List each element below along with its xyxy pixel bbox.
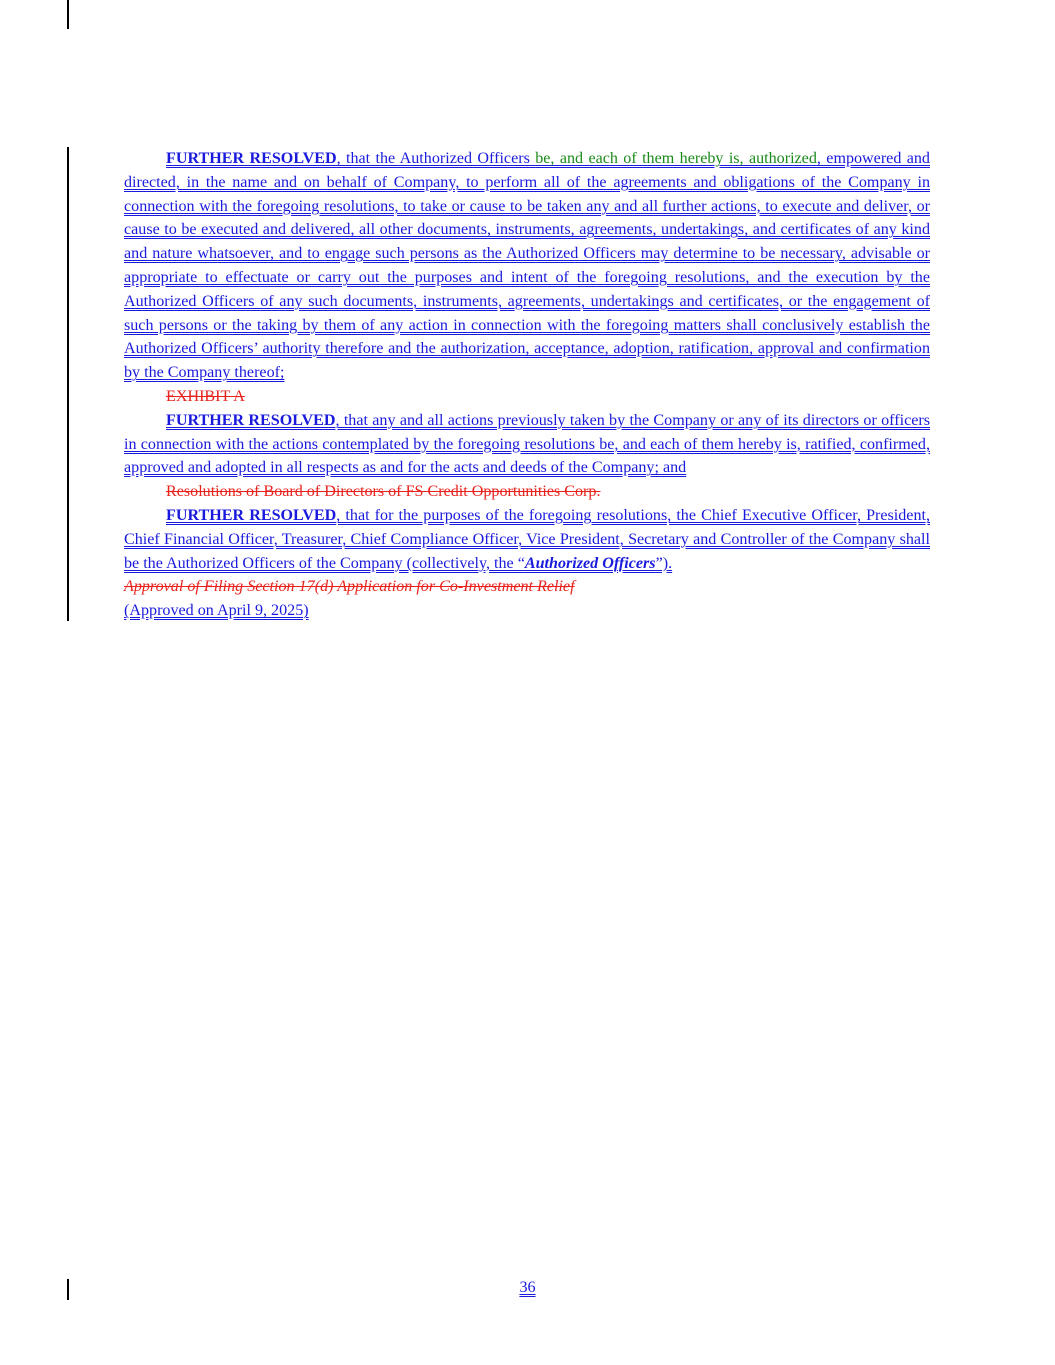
resolution-paragraph-1 xyxy=(124,147,930,385)
document-body xyxy=(124,147,930,623)
defined-term: Authorized Officers xyxy=(524,554,656,572)
resolution-heading: FURTHER RESOLVED xyxy=(166,150,337,167)
resolution-text: , that for the purposes of the foregoing resolutions, the Chief Executive Officer, President, Chief Financial Officer, Treasurer, Chief Compliance Officer, Vice President, Secretary and Controller of the Company shall be the Authorized Officers of the Company (collectively, the “ xyxy=(124,506,930,572)
resolution-text: ”). xyxy=(655,554,673,572)
resolution-text: , that the Authorized Officers xyxy=(336,150,536,167)
deleted-exhibit-heading: EXHIBIT A xyxy=(166,387,245,405)
page-number: 36 xyxy=(519,1279,536,1296)
resolution-text: , that any and all actions previously taken by the Company or any of its directors or officers in connection with the actions contemplated by the foregoing resolutions be, and each of them hereby is, ratified, confirmed, approved and adopted in all respects as and for the acts and deeds of the Company; and xyxy=(124,411,930,477)
approval-date-note: (Approved on April 9, 2025) xyxy=(124,602,309,620)
resolution-heading: FURTHER RESOLVED xyxy=(166,411,336,429)
resolution-paragraph-3 xyxy=(124,504,930,575)
resolution-paragraph-2 xyxy=(124,409,930,480)
change-bar xyxy=(67,0,69,29)
deleted-approval-heading: Approval of Filing Section 17(d) Application for Co-Investment Relief xyxy=(124,578,575,596)
moved-text: be, and each of them hereby is, authorized xyxy=(535,150,817,167)
change-bar xyxy=(67,147,69,621)
resolution-heading: FURTHER RESOLVED xyxy=(166,506,337,524)
deleted-board-heading: Resolutions of Board of Directors of FS Credit Opportunities Corp. xyxy=(166,483,601,501)
resolution-text: , empowered and directed, in the name and on behalf of Company, to perform all of the agreements and obligations of the Company in connection with the foregoing resolutions, to take or cause to be taken any and all further actions, to execute and deliver, or cause to be executed and delivered, all other documents, instruments, agreements, undertakings, and certificates of any kind and nature whatsoever, and to engage such persons as the Authorized Officers may determine to be necessary, advisable or appropriate to effectuate or carry out the purposes and intent of the foregoing resolutions, and the execution by the Authorized Officers of any such documents, instruments, agreements, undertakings and certificates, or the engagement of such persons or the taking by them of any action in connection with the foregoing matters shall conclusively establish the Authorized Officers’ authority therefore and the authorization, acceptance, adoption, ratification, approval and confirmation by the Company thereof; xyxy=(124,150,930,382)
